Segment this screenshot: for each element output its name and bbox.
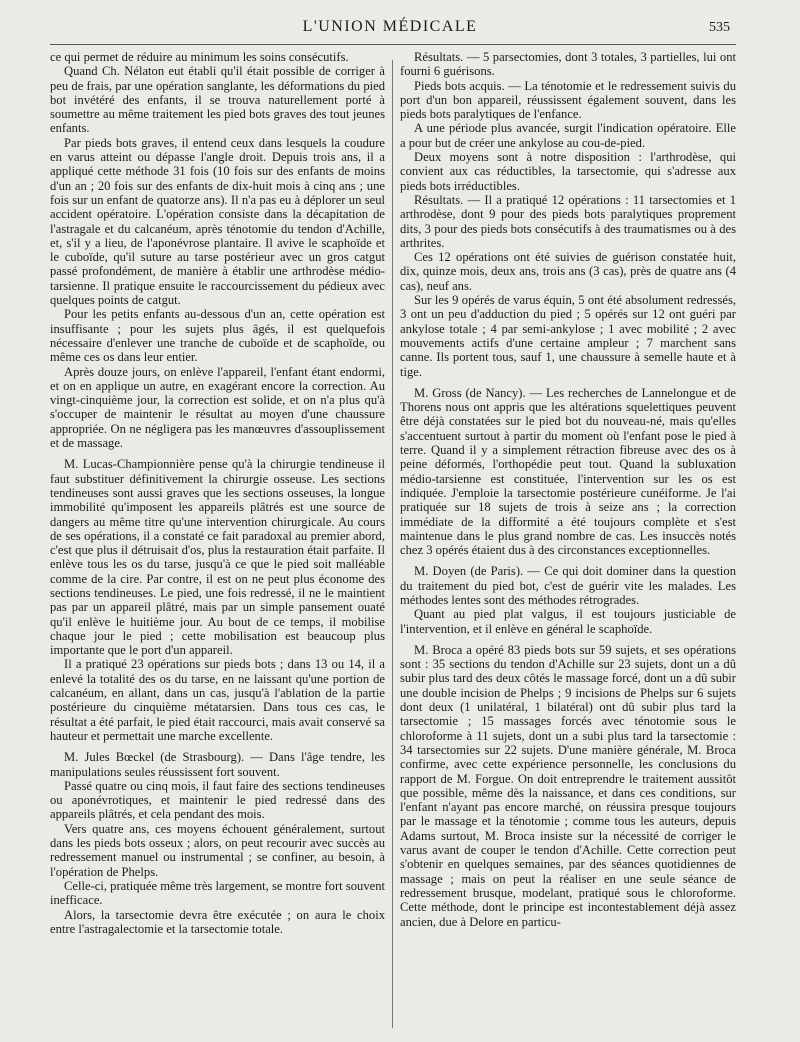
right-column (400, 50, 736, 929)
paragraph: Sur les 9 opérés de varus équin, 5 ont été absolument redressés, 3 ont un peu d'adduction du pied ; 5 opérés sur 12 ont guéri par ankylose totale ; 4 par semi-ankylose ; 1 avec mobilité ; 2 avec mouvements actifs d'une certaine ampleur ; 7 marchent sans canne. Ils portent tous, sauf 1, une chaussure à semelle haute et à tige. (400, 293, 736, 379)
header-rule (50, 44, 736, 45)
paragraph: Résultats. — Il a pratiqué 12 opérations : 11 tarsectomies et 1 arthrodèse, dont 9 pour des pieds bots paralytiques proprement dits, 3 pour des pieds bots consécutifs à des traumatismes ou à des arthrites. (400, 192, 736, 250)
paragraph: Pour les petits enfants au-dessous d'un an, cette opération est insuffisante ; pour les sujets plus âgés, il est quelquefois nécessaire d'enlever une tranche de cuboïde et de scaphoïde, ou même ces os dans leur entier. (50, 307, 385, 365)
page-header (50, 14, 730, 42)
paragraph: Il a pratiqué 23 opérations sur pieds bots ; dans 13 ou 14, il a enlevé la totalité des os du tarse, en ne laissant qu'une portion de calcanéum, en allant, dans un cas, jusqu'à l'ablation de la partie postérieure du cinquième métatarsien. Dans tous ces cas, le résultat a été parfait, le pied était raccourci, mais avait conservé sa hauteur et permettait une marche excellente. (50, 657, 385, 743)
left-column (50, 50, 385, 936)
paragraph: Alors, la tarsectomie devra être exécutée ; on aura le choix entre l'astragalectomie et la tarsectomie totale. (50, 907, 385, 936)
paragraph: M. Gross (de Nancy). — Les recherches de Lannelongue et de Thorens nous ont appris que les altérations squelettiques peuvent être déjà constatées sur le pied bot du nouveau-né, mais qu'elles s'accentuent surtout à partir du moment où l'enfant pose le pied à terre. Quand il y a simplement rétraction fibreuse avec des os à peine déformés, l'orthopédie peut tout. Quand la subluxation médio-tarsienne est constituée, l'intervention sur les os est indiquée. J'emploie la tarsectomie postérieure cunéiforme. Je l'ai pratiquée sur 18 sujets de trois à seize ans ; la correction immédiate de la difformité a été toujours complète et s'est maintenue dans le plus grand nombre de cas. Les insuccès notés chez 3 opérés étaient dus à des circonstances exceptionnelles. (400, 385, 736, 558)
paragraph: Après douze jours, on enlève l'appareil, l'enfant étant endormi, et on en applique un autre, en exagérant encore la correction. Au vingt-cinquième jour, la correction est solide, et on n'a plus qu'à s'occuper de maintenir le résultat au moyen d'une chaussure appropriée. On ne négligera pas les manœuvres d'assouplissement et de massage. (50, 364, 385, 451)
paragraph: Par pieds bots graves, il entend ceux dans lesquels la coudure en varus atteint ou dépasse l'angle droit. Depuis trois ans, il a appliqué cette méthode 31 fois (10 fois sur des enfants de moins d'un an ; 20 fois sur des enfants de dix-huit mois à cinq ans ; une fois sur un enfant de quatorze ans). Il n'a pas eu à déplorer un seul accident opératoire. L'opération consiste dans la décapitation de l'astragale et du calcanéum, après ténotomie du tendon d'Achille, et, s'il y a lieu, de l'aponévrose plantaire. Il avive le scaphoïde et le cuboïde, qu'il suture au tarse postérieur avec un gros catgut passé profondément, de manière à établir une arthrodèse médio-tarsienne. Il pratique ensuite le raccourcissement du pédieux avec quelques points de catgut. (50, 135, 385, 308)
paragraph: Quand Ch. Nélaton eut établi qu'il était possible de corriger à peu de frais, par une opération sanglante, les déformations du pied bot invétéré des enfants, il se trouva naturellement porté à soumettre au même traitement les pied bots graves des tout jeunes enfants. (50, 64, 385, 136)
paragraph: M. Lucas-Championnière pense qu'à la chirurgie tendineuse il faut substituer définitivement la chirurgie osseuse. Les sections tendineuses sont aussi graves que les sections osseuses, la longue immobilité qu'imposent les appareils plâtrés est une source de dangers au même titre qu'une intervention chirurgicale. Au cours de ses opérations, il a constaté ce fait paradoxal au premier abord, c'est que plus il détruisait d'os, plus la restauration était parfaite. Il enlève tous les os du tarse, jusqu'à ce que le pied soit malléable comme de la cire. Par contre, il est on ne peut plus économe des sections tendineuses. Le pied, une fois redressé, il ne le maintient pas par un appareil plâtré, mais par un simple pansement ouaté qu'il enlève le huitième jour. Au bout de ce temps, il mobilise chaque jour le pied ; cette mobilisation est beaucoup plus importante que le port d'un appareil. (50, 457, 385, 658)
paragraph: Pieds bots acquis. — La ténotomie et le redressement suivis du port d'un bon appareil, réussissent également souvent, dans les pieds bots paralytiques de l'enfance. (400, 78, 736, 122)
column-divider (392, 60, 393, 1028)
running-title: L'UNION MÉDICALE (302, 18, 478, 35)
paragraph: Résultats. — 5 parsectomies, dont 3 totales, 3 partielles, lui ont fourni 6 guérisons. (400, 50, 736, 79)
paragraph: Ces 12 opérations ont été suivies de guérison constatée huit, dix, quinze mois, deux ans, trois ans (3 cas), près de quatre ans (4 cas), neuf ans. (400, 250, 736, 293)
paragraph: A une période plus avancée, surgit l'indication opératoire. Elle a pour but de créer une ankylose au cou-de-pied. (400, 121, 736, 150)
paragraph: Vers quatre ans, ces moyens échouent généralement, surtout dans les pieds bots osseux ; alors, on peut recourir avec succès au redressement manuel ou instrumental ; se confiner, au besoin, à l'opération de Phelps. (50, 821, 385, 879)
paragraph: M. Doyen (de Paris). — Ce qui doit dominer dans la question du traitement du pied bot, c'est de guérir vite les malades. Les méthodes lentes sont des méthodes rétrogrades. (400, 564, 736, 607)
page-number: 535 (709, 20, 730, 35)
paragraph: ce qui permet de réduire au minimum les soins consécutifs. (50, 50, 349, 64)
paragraph: Celle-ci, pratiquée même très largement, se montre fort souvent inefficace. (50, 878, 385, 908)
paragraph: M. Broca a opéré 83 pieds bots sur 59 sujets, et ses opérations sont : 35 sections du tendon d'Achille sur 23 sujets, dont un a dû subir plus tard des deux côtés le massage forcé, dont un a dû subir une double incision de Phelps ; 9 incisions de Phelps sur 6 sujets dont deux (1 unilatéral, 1 bilatéral) ont dû subir plus tard la tarsectomie ; 15 massages forcés avec ténotomie sous le chloroforme à 11 sujets, dont un a subi plus tard la tarsectomie : 34 tarsectomies sur 22 sujets. D'une manière générale, M. Broca confirme, avec cette expérience personnelle, les conclusions du rapport de M. Forgue. On doit entreprendre le traitement aussitôt que possible, même dès la naissance, et dans ces conditions, sur l'enfant n'ayant pas encore marché, on réussira presque toujours par le massage et la ténotomie ; comme tous les auteurs, depuis Adams surtout, M. Broca insiste sur la nécessité de corriger le varus avant de couper le tendon d'Achille. Cette correction peut s'obtenir en quelques semaines, par des séances quotidiennes de massage ; mais on peut la réaliser en une seule séance de redressement brusque, modelant, pratiqué sous le chloroforme. Cette méthode, dont le principe est incontestablement déjà assez ancien, due à Delore en particu- (400, 642, 736, 929)
paragraph: Quant au pied plat valgus, il est toujours justiciable de l'intervention, et il enlève en général le scaphoïde. (400, 607, 736, 636)
paragraph: Passé quatre ou cinq mois, il faut faire des sections tendineuses ou aponévrotiques, et maintenir le pied redressé dans des appareils plâtrés, et cela pendant des mois. (50, 778, 385, 822)
paragraph: Deux moyens sont à notre disposition : l'arthrodèse, qui convient aux cas réductibles, la tarsectomie, qui s'adresse aux pieds bots irréductibles. (400, 150, 736, 193)
paragraph: M. Jules Bœckel (de Strasbourg). — Dans l'âge tendre, les manipulations seules réussissent fort souvent. (50, 750, 385, 779)
